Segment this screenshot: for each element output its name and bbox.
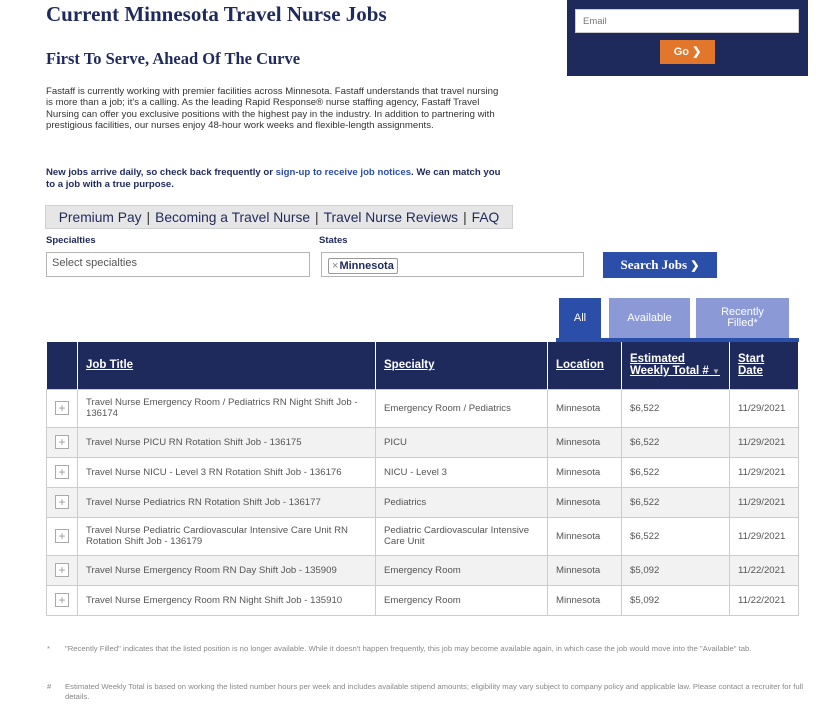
email-input[interactable]: Email xyxy=(575,9,799,33)
start-line1: Start xyxy=(738,353,765,366)
search-jobs-button[interactable] xyxy=(603,252,717,278)
page-title: Current Minnesota Travel Nurse Jobs xyxy=(46,2,387,26)
start-line2: Date xyxy=(738,365,763,378)
link-faq[interactable]: FAQ xyxy=(471,209,500,225)
tab-recent-line1: Recently xyxy=(721,306,764,318)
weekly-total-cell: $5,092 xyxy=(622,585,730,615)
footnote-mark: * xyxy=(47,644,50,653)
table-row[interactable] xyxy=(47,585,799,615)
weekly-total-cell: $5,092 xyxy=(622,555,730,585)
state-chip[interactable] xyxy=(328,258,398,274)
state-chip-label: Minnesota xyxy=(339,260,394,272)
weekly-total-cell: $6,522 xyxy=(622,517,730,555)
location-cell: Minnesota xyxy=(548,517,622,555)
link-travel-nurse-reviews[interactable]: Travel Nurse Reviews xyxy=(323,209,459,225)
table-row[interactable] xyxy=(47,457,799,487)
chevron-right-icon: ❯ xyxy=(692,46,702,58)
signup-notices-link[interactable]: sign-up to receive job notices xyxy=(275,167,412,178)
start-date-cell: 11/29/2021 xyxy=(730,457,799,487)
weekly-total-header[interactable] xyxy=(622,342,730,389)
weekly-total-cell: $6,522 xyxy=(622,457,730,487)
start-date-cell: 11/29/2021 xyxy=(730,487,799,517)
footnote-mark: # xyxy=(47,682,52,691)
tab-available[interactable]: Available xyxy=(609,298,690,338)
footnote-text: Estimated Weekly Total is based on working the listed number hours per week and includes available stipend amounts; eligibility may vary subject to company policy and applicable law. Please contact a recruiter for full details. xyxy=(65,682,804,701)
location-cell: Minnesota xyxy=(548,427,622,457)
start-date-cell: 11/29/2021 xyxy=(730,427,799,457)
start-date-header[interactable] xyxy=(730,342,799,389)
expand-plus-icon[interactable]: + xyxy=(55,401,69,415)
start-date-cell: 11/22/2021 xyxy=(730,585,799,615)
footnote-weekly-total xyxy=(46,682,806,701)
job-title-cell[interactable]: Travel Nurse PICU RN Rotation Shift Job - 136175 xyxy=(78,427,376,457)
link-premium-pay[interactable]: Premium Pay xyxy=(58,209,142,225)
start-date-cell: 11/29/2021 xyxy=(730,389,799,427)
go-button[interactable] xyxy=(660,40,715,64)
intro-paragraph: Fastaff is currently working with premier facilities across Minnesota. Fastaff understands that travel nursing is more than a job; it's a calling. As the leading Rapid Response® nurse staffing agency, Fastaff Travel Nursing can offer you exclusive positions with the highest pay in the industry. In addition to partnering with prestigious facilities, our nurses enjoy 48-hour work weeks and flexible-length assignments. xyxy=(46,86,499,131)
go-button-label: Go xyxy=(673,46,689,58)
specialty-cell: NICU - Level 3 xyxy=(376,457,548,487)
location-cell: Minnesota xyxy=(548,585,622,615)
weekly-line1: Estimated xyxy=(630,353,685,366)
table-row[interactable] xyxy=(47,555,799,585)
table-row[interactable] xyxy=(47,427,799,457)
search-jobs-label: Search Jobs xyxy=(620,257,688,272)
weekly-total-cell: $6,522 xyxy=(622,427,730,457)
notice-text-before: New jobs arrive daily, so check back frequently or xyxy=(46,167,276,178)
specialty-cell: Emergency Room xyxy=(376,555,548,585)
location-cell: Minnesota xyxy=(548,555,622,585)
specialties-select[interactable]: Select specialties xyxy=(46,252,310,277)
job-notice-text xyxy=(46,167,506,191)
table-row[interactable] xyxy=(47,517,799,555)
location-cell: Minnesota xyxy=(548,389,622,427)
weekly-line2: Weekly Total # xyxy=(630,365,709,378)
job-title-cell[interactable]: Travel Nurse Emergency Room / Pediatrics RN Night Shift Job - 136174 xyxy=(78,389,376,427)
footnote-text: "Recently Filled" indicates that the listed position is no longer available. While it doesn't happen frequently, this job may become available again, in which case the job would move into the "Available" tab. xyxy=(65,644,752,653)
job-title-cell[interactable]: Travel Nurse NICU - Level 3 RN Rotation Shift Job - 136176 xyxy=(78,457,376,487)
expand-plus-icon[interactable]: + xyxy=(55,465,69,479)
email-signup-panel xyxy=(567,0,808,76)
states-label: States xyxy=(319,235,348,246)
tab-recently-filled[interactable] xyxy=(696,298,789,338)
expand-plus-icon[interactable]: + xyxy=(55,563,69,577)
notice-text-after: . We can match you to a job with a true purpose. xyxy=(46,167,501,190)
table-header-row xyxy=(47,342,799,389)
specialty-header[interactable]: Specialty xyxy=(376,342,548,389)
specialty-cell: PICU xyxy=(376,427,548,457)
link-becoming-travel-nurse[interactable]: Becoming a Travel Nurse xyxy=(155,209,311,225)
remove-chip-icon[interactable]: × xyxy=(332,260,339,272)
table-row[interactable] xyxy=(47,487,799,517)
job-title-header[interactable]: Job Title xyxy=(78,342,376,389)
table-row[interactable] xyxy=(47,389,799,427)
expand-plus-icon[interactable]: + xyxy=(55,435,69,449)
footnote-recently-filled xyxy=(46,644,806,654)
expand-plus-icon[interactable]: + xyxy=(55,495,69,509)
tab-all[interactable]: All xyxy=(559,298,601,338)
weekly-total-cell: $6,522 xyxy=(622,389,730,427)
expand-column-header xyxy=(47,342,78,389)
chevron-right-icon: ❯ xyxy=(690,260,700,272)
location-header[interactable]: Location xyxy=(548,342,622,389)
states-select[interactable] xyxy=(321,252,584,277)
specialty-cell: Emergency Room / Pediatrics xyxy=(376,389,548,427)
specialty-cell: Emergency Room xyxy=(376,585,548,615)
job-title-cell[interactable]: Travel Nurse Pediatrics RN Rotation Shift Job - 136177 xyxy=(78,487,376,517)
job-title-cell[interactable]: Travel Nurse Pediatric Cardiovascular Intensive Care Unit RN Rotation Shift Job - 136179 xyxy=(78,517,376,555)
location-cell: Minnesota xyxy=(548,457,622,487)
info-links-bar: Premium Pay | Becoming a Travel Nurse | Travel Nurse Reviews | FAQ xyxy=(45,205,513,229)
job-title-cell[interactable]: Travel Nurse Emergency Room RN Night Shift Job - 135910 xyxy=(78,585,376,615)
specialties-label: Specialties xyxy=(46,235,96,246)
job-title-cell[interactable]: Travel Nurse Emergency Room RN Day Shift Job - 135909 xyxy=(78,555,376,585)
expand-plus-icon[interactable]: + xyxy=(55,593,69,607)
expand-plus-icon[interactable]: + xyxy=(55,529,69,543)
specialty-cell: Pediatrics xyxy=(376,487,548,517)
tab-recent-line2: Filled* xyxy=(727,317,758,329)
weekly-total-cell: $6,522 xyxy=(622,487,730,517)
sort-down-icon[interactable]: ▼ xyxy=(712,367,720,377)
page-subtitle: First To Serve, Ahead Of The Curve xyxy=(46,49,301,68)
jobs-table xyxy=(46,342,799,616)
specialty-cell: Pediatric Cardiovascular Intensive Care Unit xyxy=(376,517,548,555)
start-date-cell: 11/29/2021 xyxy=(730,517,799,555)
start-date-cell: 11/22/2021 xyxy=(730,555,799,585)
location-cell: Minnesota xyxy=(548,487,622,517)
